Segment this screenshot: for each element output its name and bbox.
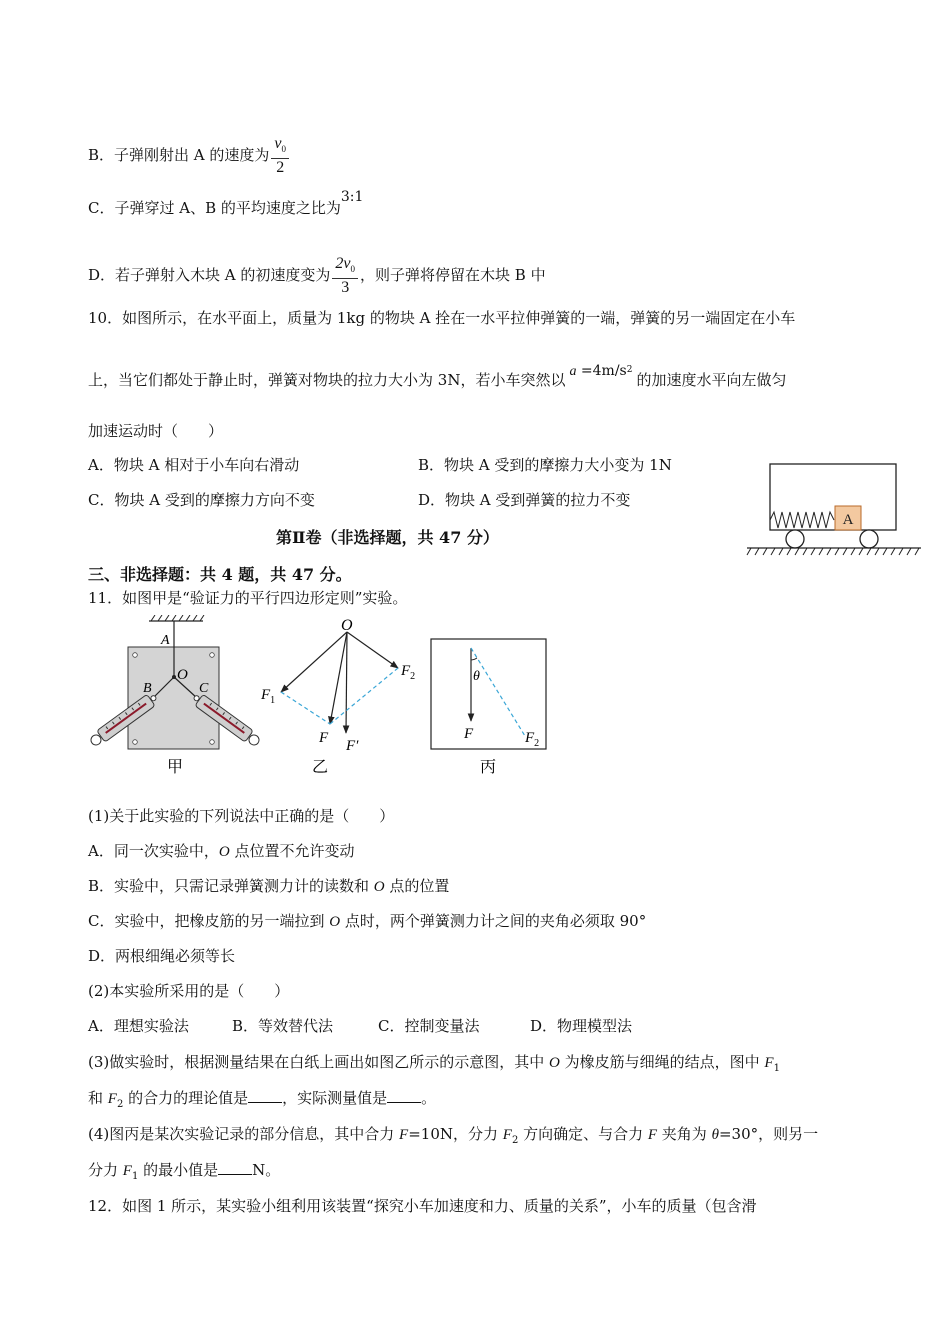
arrow-f-prime [346, 632, 347, 733]
ceiling-hatch [151, 615, 204, 621]
q11-part2-option-b: B．等效替代法 [232, 1017, 334, 1035]
fraction-v0-over-2: $\frac{v_0}{2}$ [271, 135, 289, 177]
q11-part3-line2: 和 $F_2$ 的合力的理论值是 ，实际测量值是 。 [88, 1089, 437, 1110]
pin [133, 740, 138, 745]
q11-part3-line1: (3)做实验时，根据测量结果在白纸上画出如图乙所示的示意图，其中 O 为橡皮筋与细绳的结点，图中 $F_1$ [88, 1053, 780, 1074]
q9-option-c: C．子弹穿过 A、B 的平均速度之比为3:1 [88, 189, 364, 217]
section3-title: 三、非选择题：共 4 题，共 47 分。 [88, 565, 352, 584]
figure-jia [85, 615, 270, 780]
label-f1: $F_1$ [261, 687, 276, 706]
q10-option-d: D．物块 A 受到弹簧的拉力不变 [418, 491, 631, 509]
angle-arc [471, 658, 477, 660]
label-f-prime: F′ [346, 738, 359, 754]
answer-blank[interactable] [248, 1088, 282, 1103]
q11-part2-option-a: A．理想实验法 [88, 1017, 189, 1035]
cart-spring-figure [745, 458, 925, 558]
answer-blank[interactable] [387, 1088, 421, 1103]
q11-part2-option-c: C．控制变量法 [378, 1017, 480, 1035]
q11-part1-option-b: B．实验中，只需记录弹簧测力计的读数和 O 点的位置 [88, 877, 450, 895]
dashed-line [330, 668, 398, 724]
spring [770, 512, 834, 528]
caption-jia: 甲 [167, 759, 184, 776]
ground-hatch [747, 548, 919, 555]
pin [210, 740, 215, 745]
part2-title: 第Ⅱ卷（非选择题，共 47 分） [276, 528, 499, 547]
answer-blank[interactable] [218, 1160, 252, 1175]
q11-part1-option-a: A．同一次实验中，O 点位置不允许变动 [88, 842, 355, 860]
q11-part2-stem: (2)本实验所采用的是（ ） [88, 982, 290, 1000]
q10-stem-line3: 加速运动时（ ） [88, 422, 224, 440]
q11-part1-option-d: D．两根细绳必须等长 [88, 947, 236, 965]
pin [210, 653, 215, 658]
q9-option-b: B．子弹刚射出 A 的速度为 $\frac{v_0}{2}$ [88, 135, 291, 177]
q11-part1-stem: (1)关于此实验的下列说法中正确的是（ ） [88, 807, 395, 825]
q11-part2-option-d: D．物理模型法 [530, 1017, 633, 1035]
q11-intro: 11．如图甲是“验证力的平行四边形定则”实验。 [88, 589, 408, 607]
cart-body [770, 464, 896, 530]
label-f2: $F_2$ [401, 663, 416, 682]
fraction-2v0-over-3: $\frac{2v_0}{3}$ [332, 255, 358, 297]
q9-option-d: D．若子弹射入木块 A 的初速度变为 $\frac{2v_0}{3}$ ，则子弹将停留在木块 B 中 [88, 255, 546, 297]
q10-option-a: A．物块 A 相对于小车向右滑动 [88, 456, 300, 474]
label-b: B [143, 681, 152, 696]
block-a-label: A [842, 512, 854, 528]
dashed-line-f2 [471, 648, 525, 736]
label-o: O [177, 667, 188, 683]
label-f2: $F_2$ [525, 730, 540, 749]
label-a: A [161, 633, 170, 648]
q10-option-b: B．物块 A 受到的摩擦力大小变为 1N [418, 456, 672, 474]
node-o [172, 675, 176, 679]
label-c: C [199, 681, 209, 696]
figure-bing [430, 638, 550, 780]
q12-stem-line1: 12．如图 1 所示，某实验小组利用该装置“探究小车加速度和力、质量的关系”，小车的质量（包含滑 [88, 1197, 757, 1215]
dashed-line [281, 692, 330, 724]
label-o: O [341, 617, 353, 634]
q11-part4-line2: 分力 $F_1$ 的最小值是 N。 [88, 1161, 281, 1182]
label-f: F [319, 730, 329, 746]
cart-wheel-right [860, 530, 878, 548]
caption-yi: 乙 [312, 759, 329, 776]
arrow-f2 [347, 632, 398, 668]
q11-part4-line1: (4)图丙是某次实验记录的部分信息，其中合力 F=10N，分力 $F_2$ 方向确定、与合力 F 夹角为 θ=30°，则另一 [88, 1125, 819, 1146]
caption-bing: 丙 [480, 759, 497, 776]
q10-stem-line2: 上，当它们都处于静止时，弹簧对物块的拉力大小为 3N，若小车突然以 $a =4m/s^2$的加速度水平向左做匀 [88, 363, 787, 389]
label-theta: θ [473, 669, 480, 684]
q11-part1-option-c: C．实验中，把橡皮筋的另一端拉到 O 点时，两个弹簧测力计之间的夹角必须取 90° [88, 912, 647, 930]
cart-wheel-left [786, 530, 804, 548]
label-f: F [464, 726, 474, 742]
q10-stem-line1: 10．如图所示，在水平面上，质量为 1kg 的物块 A 拴在一水平拉伸弹簧的一端，弹簧的另一端固定在小车 [88, 309, 796, 327]
figure-yi [255, 612, 425, 782]
pin [133, 653, 138, 658]
q10-option-c: C．物块 A 受到的摩擦力方向不变 [88, 491, 315, 509]
